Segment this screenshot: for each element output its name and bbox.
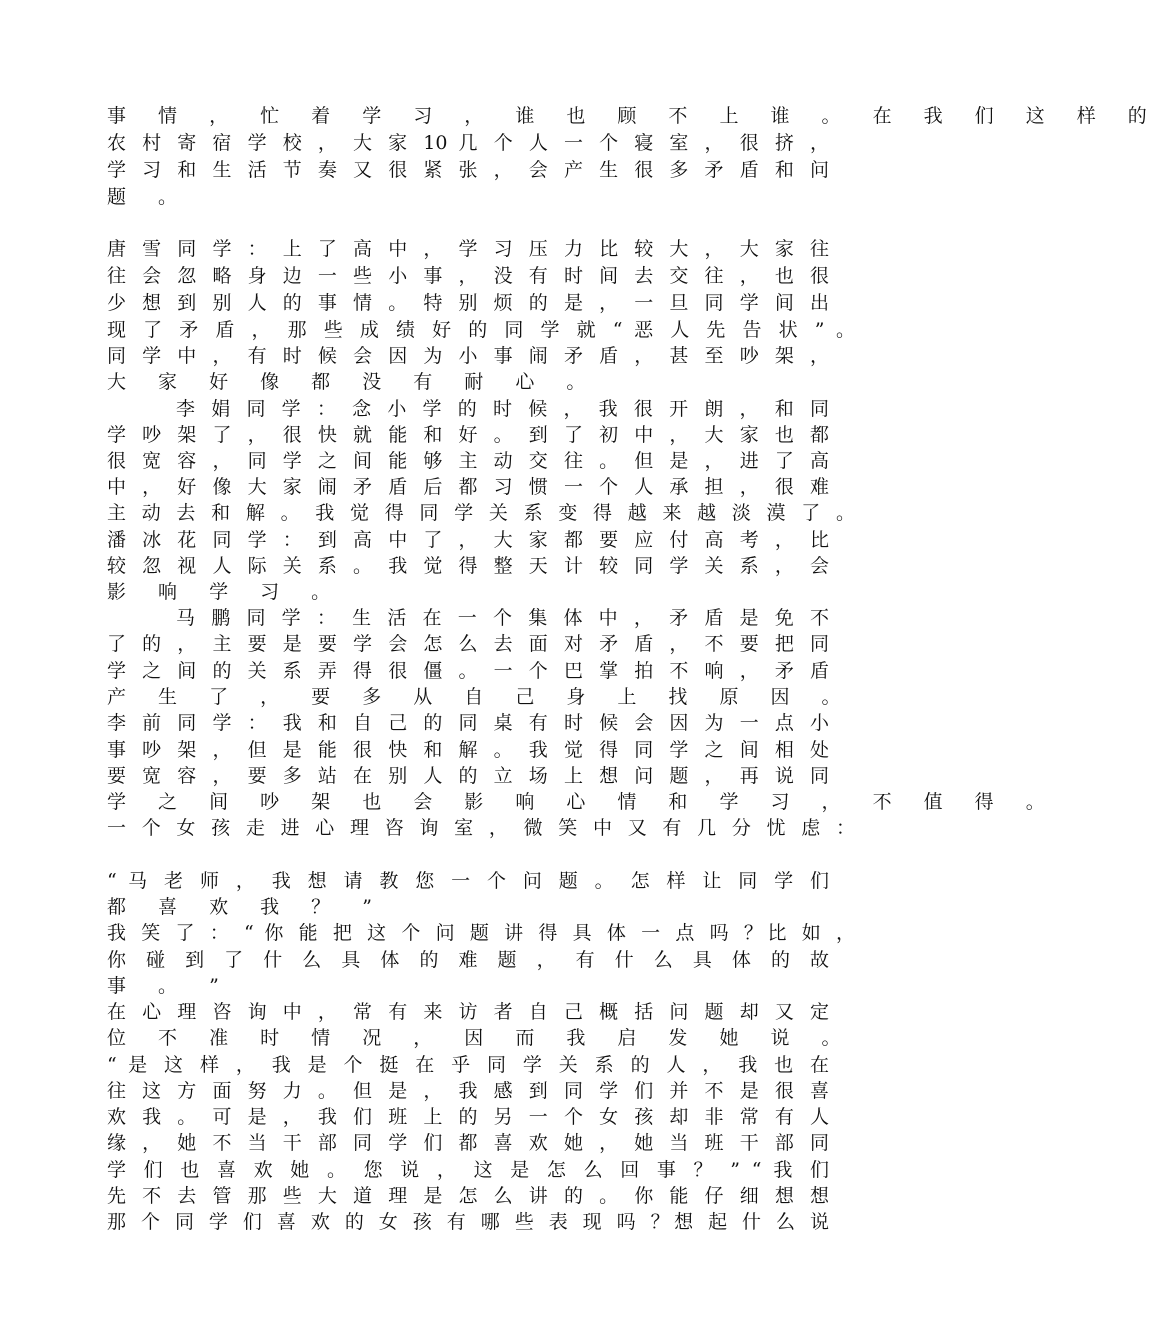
text-line: 事 。 ”	[107, 975, 232, 997]
text-line: 产 生 了 ， 要 多 从 自 己 身 上 找 原 因 。	[107, 686, 854, 708]
text-line: 少 想 到 别 人 的 事 情 。 特 别 烦 的 是 ， 一 旦 同 学 间 出	[107, 292, 829, 314]
text-line: 欢 我 。 可 是 ， 我 们 班 上 的 另 一 个 女 孩 却 非 常 有 人	[107, 1106, 829, 1128]
text-line: 往 这 方 面 努 力 。 但 是 ， 我 感 到 同 学 们 并 不 是 很 喜	[107, 1080, 829, 1102]
text-line: 你 碰 到 了 什 么 具 体 的 难 题 ， 有 什 么 具 体 的 故	[107, 949, 829, 971]
text-line: 要 宽 容 ， 要 多 站 在 别 人 的 立 场 上 想 问 题 ， 再 说 同	[107, 765, 829, 787]
text-line: 我 笑 了 ： “ 你 能 把 这 个 问 题 讲 得 具 体 一 点 吗 ？比 如 ，	[107, 922, 855, 944]
text-line: 马 鹏 同 学 ： 生 活 在 一 个 集 体 中 ， 矛 盾 是 免 不	[176, 607, 829, 629]
text-line: 学 之 间 吵 架 也 会 影 响 心 情 和 学 习 ， 不 值 得 。	[107, 791, 1058, 813]
text-line: 题 。	[107, 186, 191, 208]
text-line: 学 习 和 生 活 节 奏 又 很 紧 张 ， 会 产 生 很 多 矛 盾 和 问	[107, 159, 829, 181]
text-line: 学 吵 架 了 ， 很 快 就 能 和 好 。 到 了 初 中 ， 大 家 也 都	[107, 424, 829, 446]
text-line: 先 不 去 管 那 些 大 道 理 是 怎 么 讲 的 。 你 能 仔 细 想 想	[107, 1185, 829, 1207]
text-line: 影 响 学 习 。	[107, 581, 344, 603]
text-line: 农 村 寄 宿 学 校 ， 大 家 10 几 个 人 一 个 寝 室 ， 很 挤 ，	[107, 132, 829, 154]
text-line: “ 马 老 师 ， 我 想 请 教 您 一 个 问 题 。 怎 样 让 同 学 们	[107, 870, 829, 892]
text-line: 李 前 同 学 ： 我 和 自 己 的 同 桌 有 时 候 会 因 为 一 点 小	[107, 712, 829, 734]
text-line: 大 家 好 像 都 没 有 耐 心 。	[107, 371, 599, 393]
text-line: 潘 冰 花 同 学 ： 到 高 中 了 ， 大 家 都 要 应 付 高 考 ， 比	[107, 529, 829, 551]
text-line: 往 会 忽 略 身 边 一 些 小 事 ， 没 有 时 间 去 交 往 ， 也 很	[107, 265, 829, 287]
text-line: 事 吵 架 ， 但 是 能 很 快 和 解 。 我 觉 得 同 学 之 间 相 处	[107, 739, 829, 761]
text-line: 中 ， 好 像 大 家 闹 矛 盾 后 都 习 惯 一 个 人 承 担 ， 很 难	[107, 476, 829, 498]
text-line: 那 个 同 学 们 喜 欢 的 女 孩 有 哪 些 表 现 吗 ？想 起 什 么 说	[107, 1211, 829, 1233]
text-line: 主 动 去 和 解 。 我 觉 得 同 学 关 系 变 得 越 来 越 淡 漠 了 。	[107, 502, 855, 524]
text-line: 一 个 女 孩 走 进 心 理 咨 询 室 ， 微 笑 中 又 有 几 分 忧 虑 ：	[107, 817, 855, 839]
text-line: 很 宽 容 ， 同 学 之 间 能 够 主 动 交 往 。 但 是 ， 进 了 高	[107, 450, 829, 472]
text-line: 同 学 中 ， 有 时 候 会 因 为 小 事 闹 矛 盾 ， 甚 至 吵 架 ，	[107, 345, 829, 367]
text-line: 了 的 ， 主 要 是 要 学 会 怎 么 去 面 对 矛 盾 ， 不 要 把 同	[107, 633, 829, 655]
text-line: “ 是 这 样 ， 我 是 个 挺 在 乎 同 学 关 系 的 人 ， 我 也 在	[107, 1054, 829, 1076]
text-line: 学 们 也 喜 欢 她 。 您 说 ， 这 是 怎 么 回 事 ？ ” “ 我 们	[107, 1159, 829, 1181]
text-line: 在 心 理 咨 询 中 ， 常 有 来 访 者 自 己 概 括 问 题 却 又 定	[107, 1001, 829, 1023]
text-line: 缘 ， 她 不 当 干 部 同 学 们 都 喜 欢 她 ， 她 当 班 干 部 同	[107, 1132, 829, 1154]
text-line: 较 忽 视 人 际 关 系 。 我 觉 得 整 天 计 较 同 学 关 系 ， 会	[107, 555, 829, 577]
text-line: 唐 雪 同 学 ： 上 了 高 中 ， 学 习 压 力 比 较 大 ， 大 家 往	[107, 238, 829, 260]
text-line: 李 娟 同 学 ： 念 小 学 的 时 候 ， 我 很 开 朗 ， 和 同	[176, 398, 829, 420]
text-line: 位 不 准 时 情 况 ， 因 而 我 启 发 她 说 。	[107, 1027, 854, 1049]
text-line: 现 了 矛 盾 ， 那 些 成 绩 好 的 同 学 就 “ 恶 人 先 告 状 ” 。	[107, 319, 855, 341]
text-line: 都 喜 欢 我 ？ ”	[107, 896, 385, 918]
text-line: 事 情 ， 忙 着 学 习 ， 谁 也 顾 不 上 谁 。 在 我 们 这 样 的	[107, 105, 1160, 127]
text-line: 学 之 间 的 关 系 弄 得 很 僵 。 一 个 巴 掌 拍 不 响 ， 矛 盾	[107, 660, 829, 682]
